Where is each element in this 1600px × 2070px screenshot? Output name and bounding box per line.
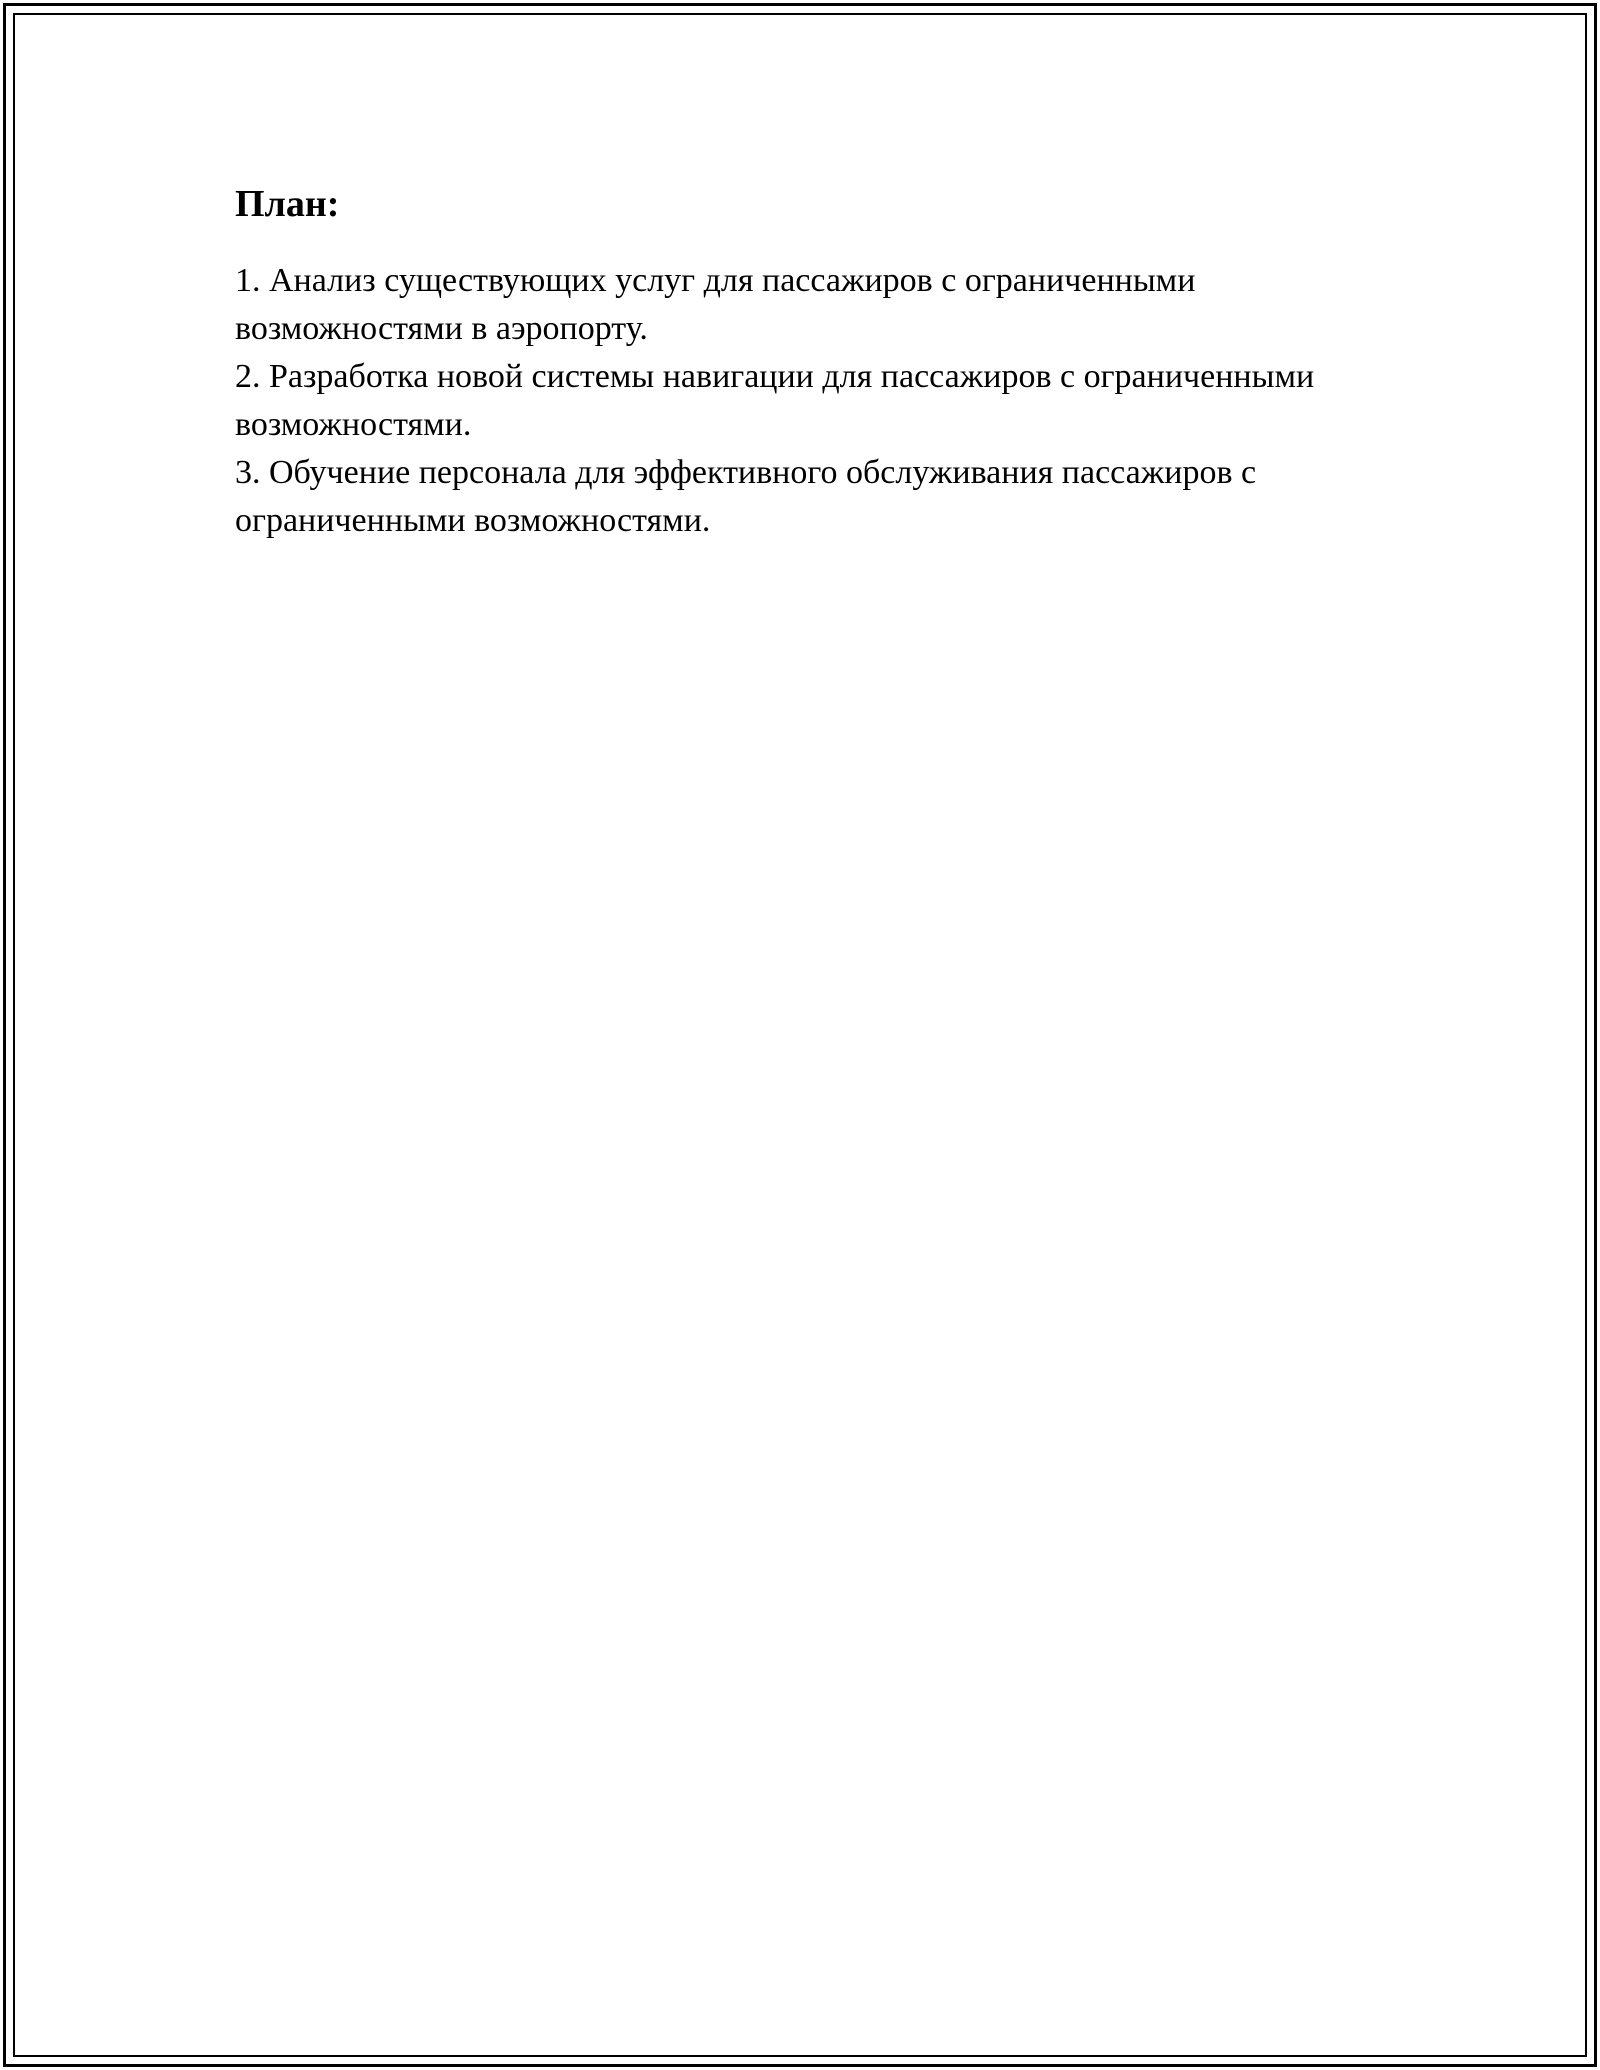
plan-list [235,257,1395,545]
plan-item-2: 2. Разработка новой системы навигации для пассажиров с ограниченными возможностями. [235,358,1315,444]
plan-item-1: 1. Анализ существующих услуг для пассажиров с ограниченными возможностями в аэропорту. [235,262,1196,348]
plan-item-3: 3. Обучение персонала для эффективного обслуживания пассажиров с ограниченными возможностями. [235,454,1257,540]
document-body [235,180,1395,545]
plan-heading: План: [235,183,340,225]
